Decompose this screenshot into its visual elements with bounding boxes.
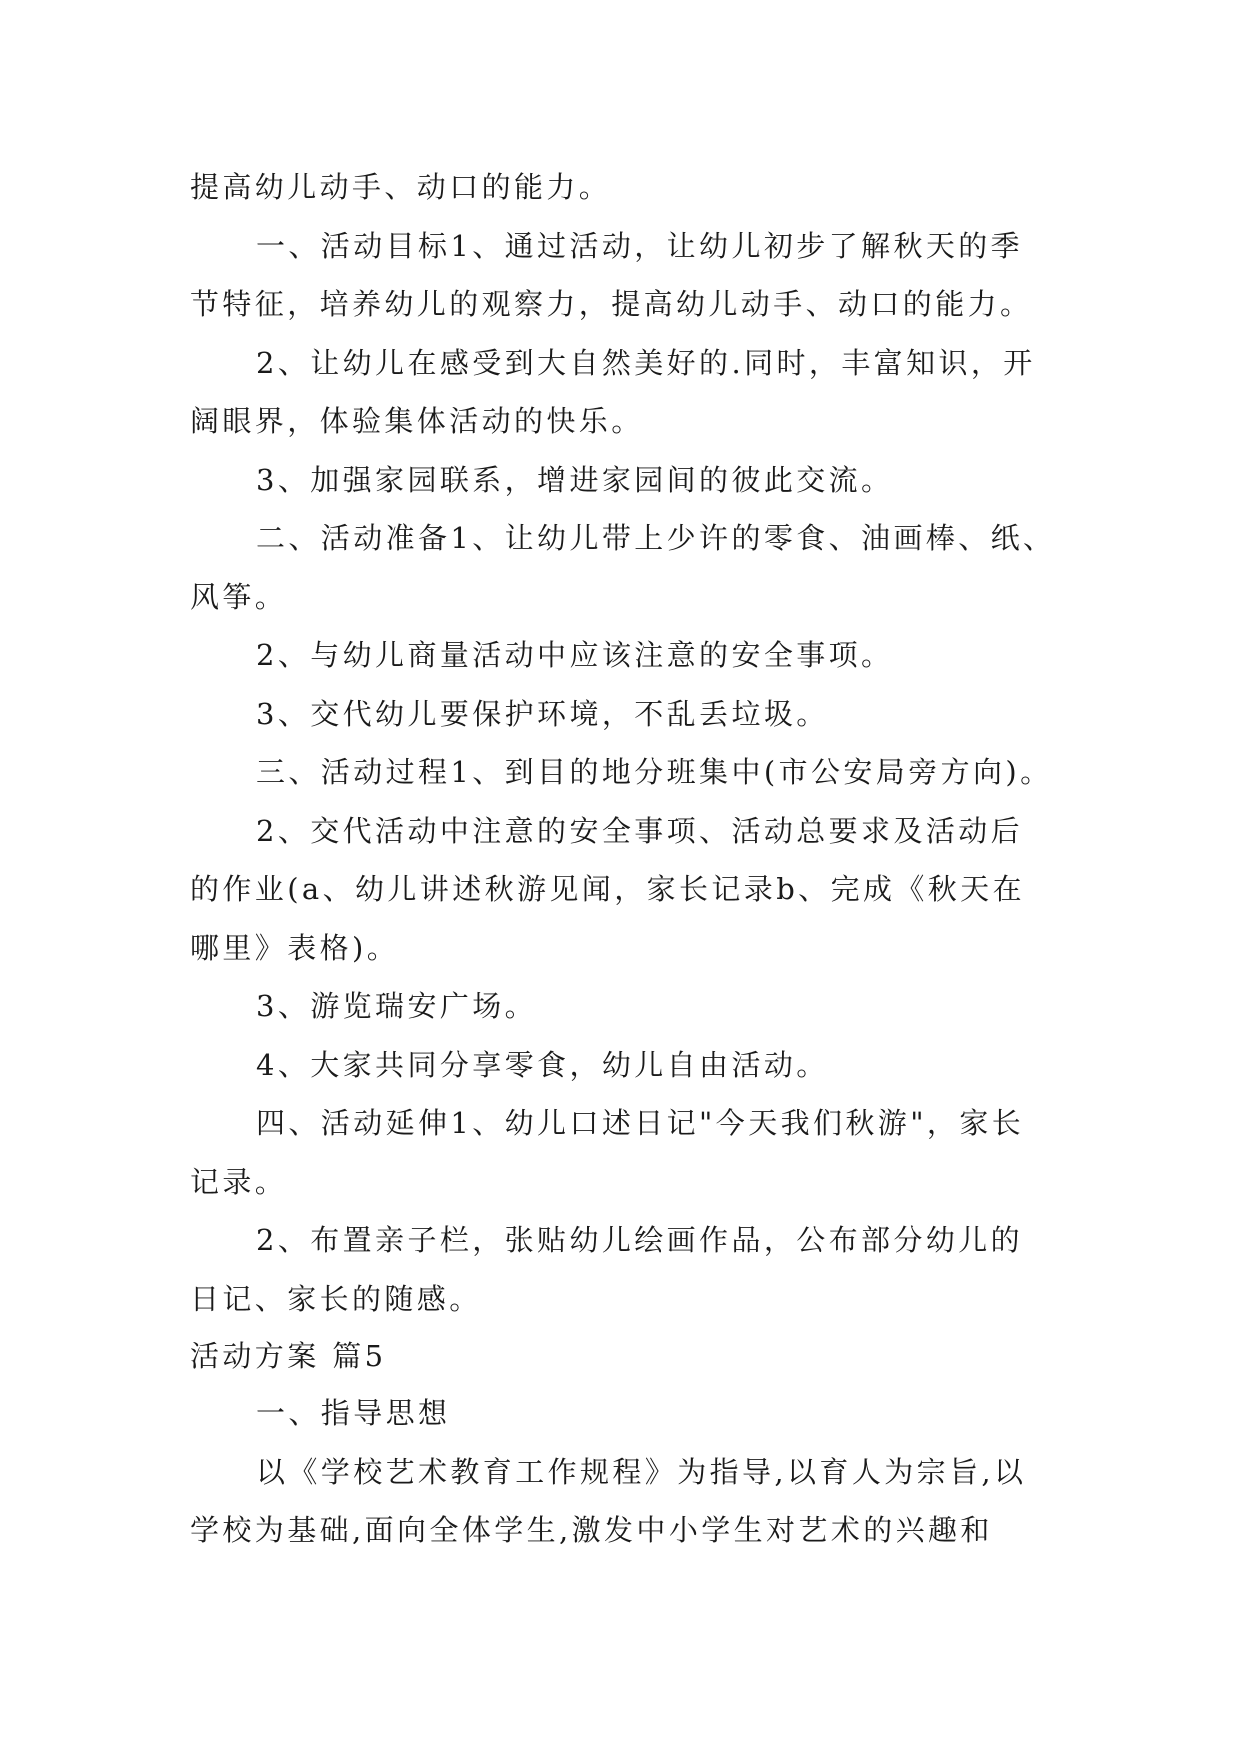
text-line: 学校为基础,面向全体学生,激发中小学生对艺术的兴趣和 [190, 1513, 993, 1547]
paragraph-line: 4、大家共同分享零食，幼儿自由活动。 [256, 1047, 829, 1082]
section-heading: 活动方案 篇5 [190, 1339, 387, 1373]
text-line: 日记、家长的随感。 [190, 1281, 482, 1316]
paragraph-line: 三、活动过程1、到目的地分班集中(市公安局旁方向)。 [256, 755, 1053, 789]
text-line: 记录。 [190, 1164, 288, 1199]
paragraph-line: 以《学校艺术教育工作规程》为指导,以育人为宗旨,以 [256, 1454, 1027, 1489]
paragraph-line: 2、让幼儿在感受到大自然美好的.同时，丰富知识，开 [256, 345, 1036, 380]
document-body [190, 158, 1070, 1560]
paragraph-line: 3、游览瑞安广场。 [256, 989, 538, 1023]
paragraph-line: 2、与幼儿商量活动中应该注意的安全事项。 [256, 638, 894, 672]
paragraph-line: 四、活动延伸1、幼儿口述日记"今天我们秋游"，家长 [256, 1106, 1025, 1140]
paragraph-line: 一、活动目标1、通过活动，让幼儿初步了解秋天的季 [256, 228, 1024, 263]
text-line: 哪里》表格)。 [190, 930, 400, 965]
text-line: 节特征，培养幼儿的观察力，提高幼儿动手、动口的能力。 [190, 287, 1033, 321]
text-line: 提高幼儿动手、动口的能力。 [190, 170, 612, 204]
paragraph-line: 2、布置亲子栏，张贴幼儿绘画作品，公布部分幼儿的 [256, 1223, 1024, 1257]
paragraph-line: 3、加强家园联系，增进家园间的彼此交流。 [256, 462, 894, 497]
paragraph-line: 二、活动准备1、让幼儿带上少许的零食、油画棒、纸、 [256, 521, 1056, 555]
paragraph-line: 3、交代幼儿要保护环境，不乱丢垃圾。 [256, 696, 829, 731]
text-line: 风筝。 [190, 579, 288, 614]
text-line: 阔眼界，体验集体活动的快乐。 [190, 404, 644, 438]
paragraph-line: 2、交代活动中注意的安全事项、活动总要求及活动后 [256, 813, 1024, 848]
text-line: 的作业(a、幼儿讲述秋游见闻，家长记录b、完成《秋天在 [190, 872, 1025, 906]
paragraph-line: 一、指导思想 [256, 1396, 451, 1430]
